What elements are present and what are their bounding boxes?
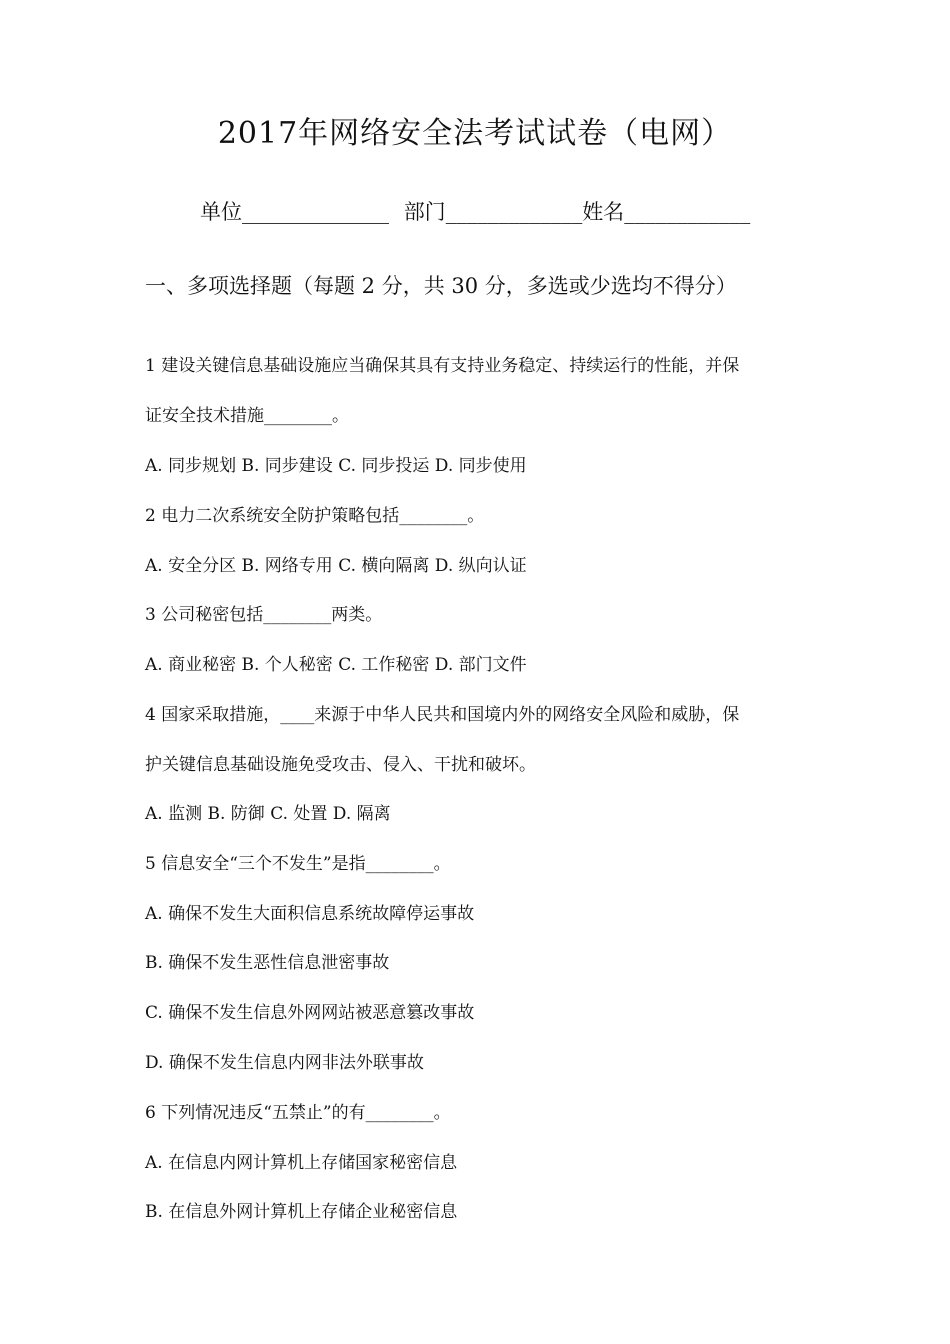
question-4-line-2: 护关键信息基础设施免受攻击、侵入、干扰和破坏。 [145, 755, 536, 775]
name-blank: ____________ [624, 200, 751, 224]
question-5-option-b: B. 确保不发生恶性信息泄密事故 [145, 953, 390, 973]
question-6-text: 6 下列情况违反“五禁止”的有________。 [145, 1103, 451, 1123]
question-6-option-a: A. 在信息内网计算机上存储国家秘密信息 [145, 1153, 458, 1173]
question-5-option-d: D. 确保不发生信息内网非法外联事故 [145, 1053, 424, 1073]
question-5-text: 5 信息安全“三个不发生”是指________。 [145, 854, 451, 874]
question-1-line-1: 1 建设关键信息基础设施应当确保其具有支持业务稳定、持续运行的性能，并保 [145, 356, 740, 376]
page-title: 2017年网络安全法考试试卷（电网） [217, 116, 733, 151]
question-2-text: 2 电力二次系统安全防护策略包括________。 [145, 506, 485, 526]
question-6-option-b: B. 在信息外网计算机上存储企业秘密信息 [145, 1202, 458, 1222]
section-heading: 一、多项选择题（每题 2 分，共 30 分，多选或少选均不得分） [145, 274, 737, 298]
question-5-option-a: A. 确保不发生大面积信息系统故障停运事故 [145, 904, 475, 924]
dept-label: 部门 [403, 200, 446, 224]
question-3-options: A. 商业秘密 B. 个人秘密 C. 工作秘密 D. 部门文件 [145, 655, 527, 675]
question-4-line-1: 4 国家采取措施，____来源于中华人民共和国境内外的网络安全风险和威胁，保 [145, 705, 740, 725]
question-3-text: 3 公司秘密包括________两类。 [145, 605, 383, 625]
question-1-line-2: 证安全技术措施________。 [145, 406, 349, 426]
unit-label: 单位 [200, 200, 242, 224]
question-5-option-c: C. 确保不发生信息外网网站被恶意篡改事故 [145, 1003, 475, 1023]
question-4-options: A. 监测 B. 防御 C. 处置 D. 隔离 [145, 804, 391, 824]
unit-blank: ______________ [242, 200, 389, 224]
question-2-options: A. 安全分区 B. 网络专用 C. 横向隔离 D. 纵向认证 [145, 556, 527, 576]
name-label: 姓名 [582, 200, 625, 224]
dept-blank: _____________ [445, 200, 583, 224]
question-1-options: A. 同步规划 B. 同步建设 C. 同步投运 D. 同步使用 [145, 456, 527, 476]
examinee-info-row [200, 196, 750, 226]
